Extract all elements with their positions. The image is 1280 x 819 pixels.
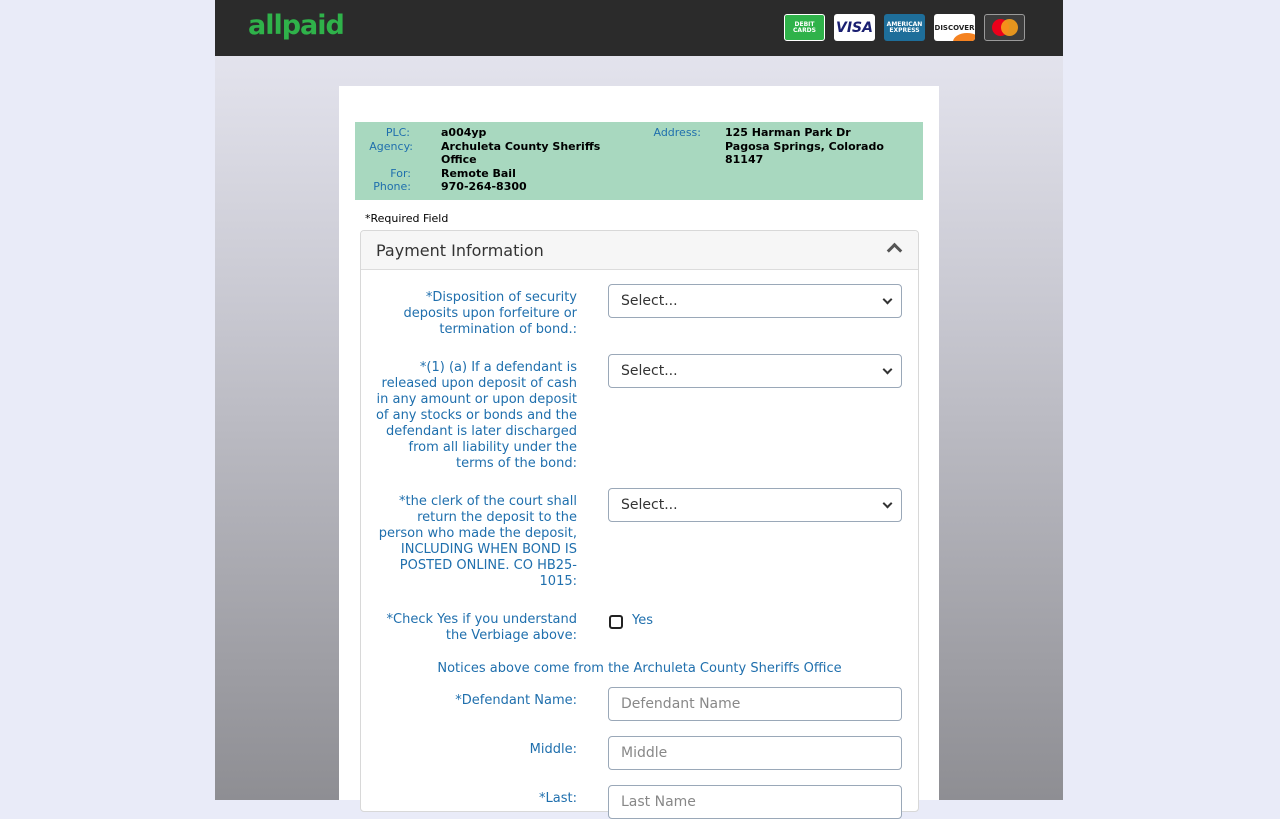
defendant-name-input[interactable]: Defendant Name — [608, 687, 902, 721]
page-frame — [215, 0, 1063, 810]
discover-card-text: DISCOVER — [934, 23, 975, 32]
chevron-down-icon — [883, 499, 893, 509]
visa-card-text: VISA — [836, 19, 873, 36]
address-label: Address: — [653, 126, 701, 139]
debit-card-text-2: CARDS — [793, 26, 816, 34]
phone-label: Phone: — [373, 180, 411, 193]
section-title: Payment Information — [376, 241, 544, 260]
yes-option-label[interactable]: Yes — [632, 613, 653, 628]
clerk-return-select[interactable] — [608, 488, 902, 522]
mastercard-icon — [984, 14, 1025, 41]
disposition-select-value: Select... — [621, 293, 678, 309]
visa-card-icon — [834, 14, 875, 41]
defendant-release-select[interactable] — [608, 354, 902, 388]
agency-value-line2: Office — [441, 153, 477, 166]
debit-card-icon — [784, 14, 825, 41]
for-label: For: — [390, 167, 411, 180]
phone-value: 970-264-8300 — [441, 180, 527, 193]
understand-check-label: *Check Yes if you understand the Verbiage above: — [386, 612, 577, 643]
address-line2: Pagosa Springs, Colorado — [725, 140, 884, 153]
plc-label: PLC: — [385, 126, 410, 139]
agency-value-line1: Archuleta County Sheriffs — [441, 140, 601, 153]
last-name-label: *Last: — [539, 791, 577, 806]
middle-name-label: Middle: — [529, 742, 577, 757]
top-bar — [215, 0, 1063, 56]
chevron-down-icon — [883, 295, 893, 305]
allpaid-logo: allpaid — [248, 10, 344, 41]
accepted-cards — [784, 14, 1025, 41]
debit-card-text-1: DEBIT — [794, 20, 815, 28]
clerk-return-select-value: Select... — [621, 497, 678, 513]
middle-name-input[interactable]: Middle — [608, 736, 902, 770]
agency-label: Agency: — [369, 140, 413, 153]
disposition-label: *Disposition of security deposits upon forfeiture or termination of bond.: — [403, 290, 577, 337]
defendant-release-select-value: Select... — [621, 363, 678, 379]
chevron-down-icon — [883, 365, 893, 375]
for-value: Remote Bail — [441, 167, 516, 180]
address-line3: 81147 — [725, 153, 764, 166]
defendant-release-label: *(1) (a) If a defendant is released upon deposit of cash in any amount or upon deposit of any stocks or bonds and the defendant is later discharged from all liability under the terms of the bond: — [375, 360, 577, 471]
address-line1: 125 Harman Park Dr — [725, 126, 851, 139]
amex-card-text-2: EXPRESS — [889, 26, 920, 34]
last-name-input[interactable]: Last Name — [608, 785, 902, 819]
defendant-name-label: *Defendant Name: — [455, 693, 577, 708]
payment-section-header[interactable] — [361, 231, 918, 270]
amex-card-text-1: AMERICAN — [886, 20, 923, 28]
plc-value: a004yp — [441, 126, 487, 139]
required-field-note: *Required Field — [365, 212, 449, 225]
yes-checkbox[interactable] — [609, 615, 623, 629]
disposition-select[interactable] — [608, 284, 902, 318]
mastercard-yellow-circle — [1001, 19, 1018, 36]
notice-text: Notices above come from the Archuleta County Sheriffs Office — [437, 661, 842, 676]
payment-information-section — [360, 230, 919, 812]
clerk-return-label: *the clerk of the court shall return the deposit to the person who made the deposit, INCLUDING WHEN BOND IS POSTED ONLINE. CO HB25-1015: — [378, 494, 577, 589]
form-panel — [339, 86, 939, 810]
chevron-up-icon[interactable] — [887, 243, 903, 259]
agency-info-box — [355, 122, 923, 200]
amex-card-icon — [884, 14, 925, 41]
discover-card-icon — [934, 14, 975, 41]
